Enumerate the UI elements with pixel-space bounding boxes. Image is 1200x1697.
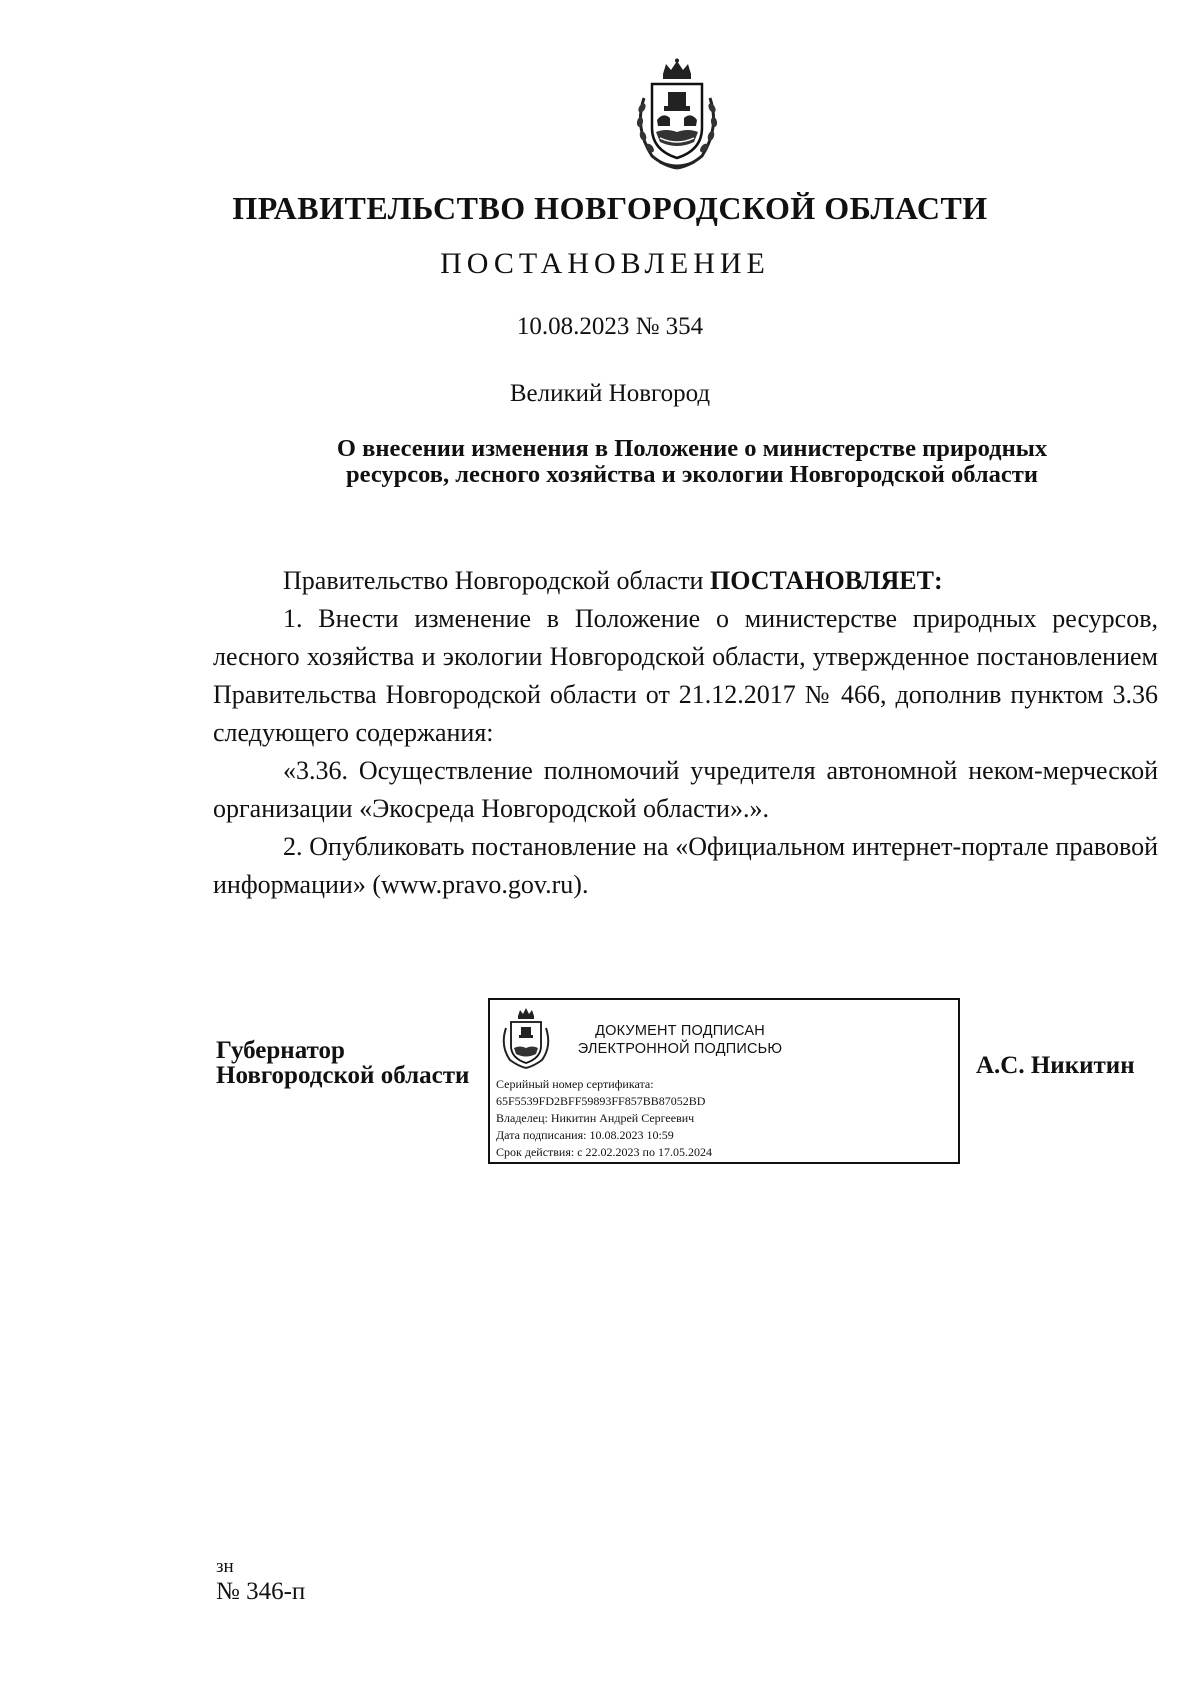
subject-line-1: О внесении изменения в Положение о министерстве природных [336,435,1048,462]
coat-of-arms-icon [630,58,724,172]
stamp-details [496,1076,956,1161]
preamble [213,562,1158,600]
footer-code: зн [216,1556,234,1577]
preamble-decision: ПОСТАНОВЛЯЕТ: [709,566,943,595]
document-place: Великий Новгород [509,380,711,407]
item-1-quote: «3.36. Осуществление полномочий учредителя автономной неком-мерческой организации «Экосреда Новгородской области».». [213,756,1158,823]
stamp-validity: Срок действия: с 22.02.2023 по 17.05.2024 [496,1145,712,1159]
signatory-position [216,1038,469,1088]
stamp-title-line-1: ДОКУМЕНТ ПОДПИСАН [595,1023,765,1039]
signatory-position-line-2: Новгородской области [216,1062,470,1089]
stamp-owner: Владелец: Никитин Андрей Сергеевич [496,1111,695,1125]
signatory-name: А.С. Никитин [976,1052,1135,1079]
document-type: ПОСТАНОВЛЕНИЕ [440,247,770,280]
signatory-position-line-1: Губернатор [216,1037,345,1064]
electronic-signature-stamp [488,998,960,1164]
subject-line-2: ресурсов, лесного хозяйства и экологии Новгородской области [346,461,1038,488]
stamp-serial-label: Серийный номер сертификата: [496,1077,654,1091]
stamp-title [570,1022,790,1058]
organization-title: ПРАВИТЕЛЬСТВО НОВГОРОДСКОЙ ОБЛАСТИ [232,190,988,226]
document-body [213,562,1158,904]
item-2: 2. Опубликовать постановление на «Официальном интернет-портале правовой информации» (www.pravo.gov.ru). [213,832,1158,899]
document-subject [262,436,1122,488]
stamp-signed-date: Дата подписания: 10.08.2023 10:59 [496,1128,674,1142]
stamp-coat-of-arms-icon [498,1006,554,1070]
document-date-number: 10.08.2023 № 354 [516,313,704,340]
footer-number: № 346-п [216,1578,306,1605]
stamp-serial-value: 65F5539FD2BFF59893FF857BB87052BD [496,1094,706,1108]
stamp-title-line-2: ЭЛЕКТРОННОЙ ПОДПИСЬЮ [577,1041,783,1057]
preamble-text: Правительство Новгородской области [283,566,710,595]
item-1: 1. Внести изменение в Положение о министерстве природных ресурсов, лесного хозяйства и экологии Новгородской области, утвержденное постановлением Правительства Новгородской области от 21.12.2017 № 466, дополнив пунктом 3.36 следующего содержания: [213,604,1158,747]
